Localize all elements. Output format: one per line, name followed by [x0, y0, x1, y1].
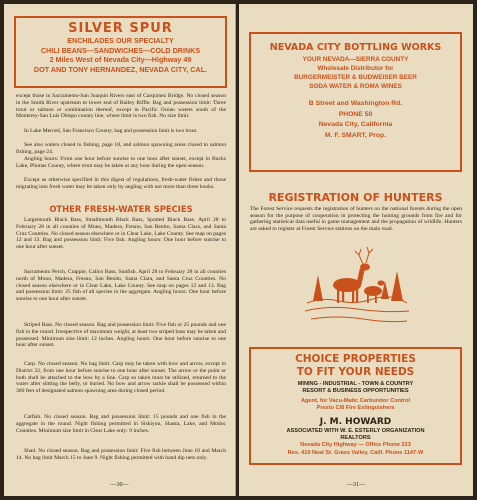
paragraph: In Lake Merced, San Francisco County, bag and possession limit is two trout. — [24, 128, 198, 134]
paragraph: Sacramento Perch, Crappie, Calico Bass, Sunfish. April 28 to February 28 in all counties north of Mono, Madera, Fresno, San Benito, Santa Clara, and Santa Cruz Counties. No closed season elsewhere or in Clear Lake, Lake County. See map on pages 12 and 13. Bag and possession limit: 25 fish of all species in the aggregate. Angling hours: One hour before sunrise to one hour after sunset. — [16, 269, 226, 303]
paragraph: Carp. No closed season. No bag limit. Carp may be taken with bow and arrow, except in District 22, from one hour before sunrise to one hour after sunset. The arrow or the point or both shall be attached to the bow by a line. Carp so taken must be utilized, returned to the water after slitting the belly, or buried. No bow and arrow tackle shall be possessed within 300 feet of designated salmon spawning area during closed period. — [16, 361, 226, 395]
ad-line: Res. 410 Neal St. Grass Valley, Calif. Phone 1147-W — [287, 449, 424, 456]
paragraph: Shad. No closed season. Bag and possession limit: Five fish between June 10 and March 14. No bag limit March 15 to June 9. Night fishing permitted with hand dip nets only. — [16, 448, 226, 461]
ad-address: M. F. SMART, Prop. — [324, 131, 387, 139]
paragraph: except those in Sacramento-San Joaquin Rivers east of Carquinez Bridge. No closed season in the Smith River upstream to lower end of Bailey Riffle. Bag and possession limit: Three trout or salmon or combination thereof, except in Pacific Ocean waters south of the Monterey-San Luis Obispo county line, where limit is two fish. No size limit. — [16, 93, 226, 120]
ad-subtitle: TO FIT YOUR NEEDS — [296, 366, 415, 378]
ad-line: ENCHILADES OUR SPECIALTY — [67, 36, 174, 45]
section-title: OTHER FRESH-WATER SPECIES — [49, 204, 193, 214]
ad-line: Wholesale Distributor for — [317, 65, 394, 72]
ad-line: CHILI BEANS—SANDWICHES—COLD DRINKS — [40, 45, 201, 55]
ad-line: RESORT & BUSINESS OPPORTUNITIES — [302, 388, 409, 395]
registration-text: The Forest Service requests the registration of hunters on the national forests during the open season for the purpose of cooperation in protecting the hunting grounds from fire and for gathering statistical data useful in game management and the propagation of wildlife. Hunters are asked to register at Forest Service stations on the main road. — [250, 206, 462, 232]
paragraph: Catfish. No closed season. Bag and possession limit: 15 pounds and one fish in the aggregate in the round. Night fishing permitted in Siskiyou, Shasta, Lake, and Modoc Counties. Minimum size limit in Clear Lake only: 9 inches. — [16, 414, 226, 434]
ad-line: Nevada City Highway — Office Phone 223 — [300, 442, 411, 449]
ad-title: SILVER SPUR — [68, 21, 173, 36]
ad-name: J. M. HOWARD — [319, 416, 392, 427]
ad-line: SODA WATER & ROMA WINES — [309, 83, 402, 90]
ad-address: B Street and Washington Rd. — [308, 100, 403, 107]
page-number: —30— — [110, 482, 129, 488]
ad-title: CHOICE PROPERTIES — [295, 353, 416, 365]
ad-line: 2 Miles West of Nevada City—Highway 49 — [49, 55, 192, 64]
paragraph: See also waters closed to fishing, page 18, and salmon spawning areas closed to salmon fishing, page 24. — [16, 142, 226, 155]
ad-line: MINING - INDUSTRIAL - TOWN & COUNTRY — [297, 381, 414, 387]
paragraph: Striped Bass. No closed season. Bag and possession limit: Five fish or 25 pounds and one fish in the round. Irrespective of maximum weight, at least two striped bass may be taken and possessed. Minimum size limit: 12 inches. Angling hours: One hour before sunrise to one hour after sunset. — [16, 322, 226, 349]
registration-title: REGISTRATION OF HUNTERS — [268, 191, 443, 204]
paragraph: Angling hours: From one hour before sunrise to one hour after sunset, except in Bucks Lake, Plumas County, where trout may be taken at any hour during the open season. — [16, 156, 226, 169]
paragraph: Except as otherwise specified in this digest of regulations, fresh-water fishes and those migrating into fresh water may be taken only by angling with not more than three hooks. — [16, 177, 226, 190]
ad-line: ASSOCIATED WITH W. E. ESTERLY ORGANIZATION — [286, 427, 425, 434]
ad-line: YOUR NEVADA—SIERRA COUNTY — [302, 56, 409, 63]
ad-address: PHONE 50 — [338, 110, 373, 118]
left-page — [4, 4, 236, 496]
ad-title: NEVADA CITY BOTTLING WORKS — [269, 42, 442, 53]
ad-line: DOT AND TONY HERNANDEZ, NEVADA CITY, CAL. — [33, 64, 208, 74]
ad-line: BURGERMEISTER & BUDWEISER BEER — [294, 74, 417, 81]
silver-spur-ad — [14, 16, 227, 88]
paragraph: Largemouth Black Bass, Smallmouth Black Bass, Spotted Black Bass. April 28 to February 28 in all counties of Mono, Madera, Fresno, San Benito, Santa Clara, and Santa Cruz Counties. No closed season elsewhere or in Clear Lake, Lake County. See map on pages 12 and 13. Bag and possession limit: Five fish. Angling hours: One hour before sunrise to one hour after sunset. — [16, 217, 226, 251]
ad-address: Nevada City, California — [318, 121, 393, 128]
ad-line: Agent, for Vacu-Matic Carburetor Control — [300, 397, 411, 404]
deer-illustration — [303, 241, 411, 327]
choice-properties-ad — [249, 347, 462, 465]
ad-line: Presto C/8 Fire Extinguishers — [316, 405, 395, 412]
ad-line: REALTORS — [340, 435, 371, 442]
right-page — [239, 4, 473, 496]
page-number: —31— — [347, 482, 365, 488]
bottling-works-ad — [249, 32, 462, 172]
